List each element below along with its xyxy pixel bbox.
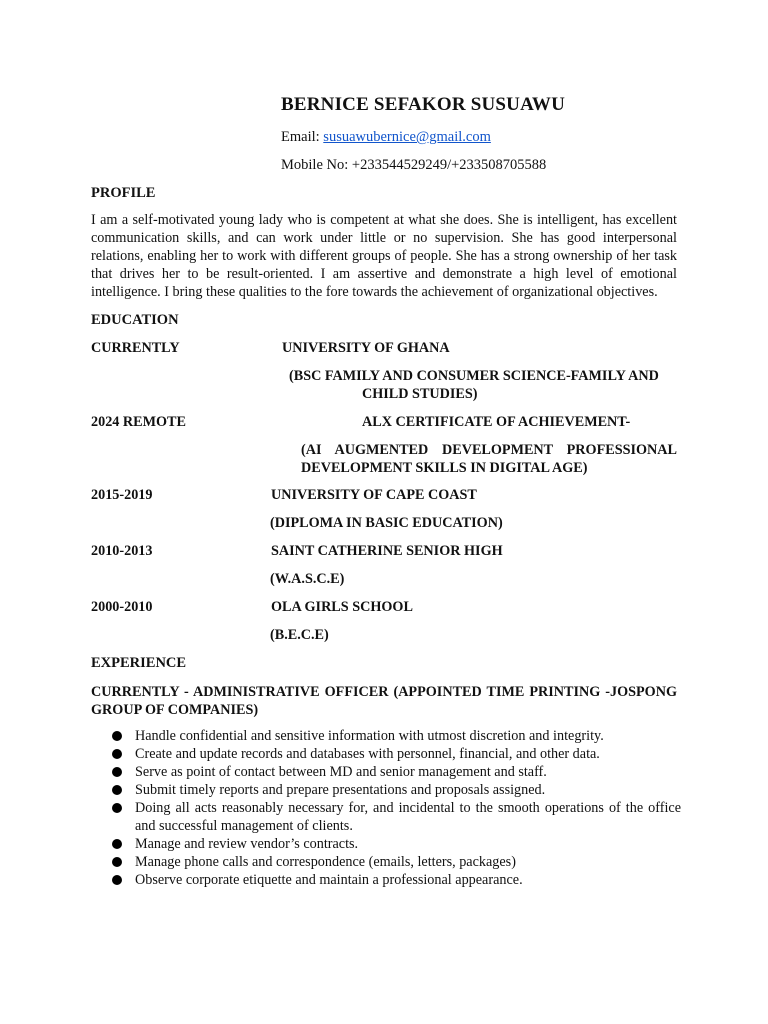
education-school: ALX CERTIFICATE OF ACHIEVEMENT-	[362, 414, 631, 430]
experience-heading: EXPERIENCE	[91, 655, 187, 671]
education-school: OLA GIRLS SCHOOL	[271, 599, 413, 615]
list-item	[111, 727, 681, 745]
education-detail: (BSC FAMILY AND CONSUMER SCIENCE-FAMILY AND	[289, 368, 659, 384]
education-date: 2010-2013	[91, 543, 153, 559]
list-item	[111, 763, 681, 781]
education-date: CURRENTLY	[91, 340, 180, 356]
list-item	[111, 799, 681, 835]
education-school: SAINT CATHERINE SENIOR HIGH	[271, 543, 503, 559]
education-detail-block	[301, 441, 677, 477]
bullet-text: Serve as point of contact between MD and senior management and staff.	[135, 764, 547, 780]
bullet-text: Observe corporate etiquette and maintain a professional appearance.	[135, 872, 523, 888]
bullet-icon	[112, 803, 122, 813]
profile-text: I am a self-motivated young lady who is competent at what she does. She is intelligent, has excellent communication skills, and can work under little or no supervision. She has good interpersonal relations, enabling her to work with different groups of people. She has a strong ownership of her task that drives her to be result-oriented. I am assertive and demonstrate a high level of emotional intelligence. I bring these qualities to the fore towards the achievement of organizational objectives.	[91, 212, 677, 300]
education-detail: CHILD STUDIES)	[362, 386, 478, 402]
bullet-text: Doing all acts reasonably necessary for, and incidental to the smooth operations of the office and successful management of clients.	[135, 800, 681, 834]
bullet-text: Create and update records and databases with personnel, financial, and other data.	[135, 746, 600, 762]
education-detail: DEVELOPMENT SKILLS IN DIGITAL AGE)	[301, 460, 588, 476]
education-date: 2024 REMOTE	[91, 414, 186, 430]
profile-heading: PROFILE	[91, 185, 156, 201]
list-item	[111, 835, 681, 853]
bullet-icon	[112, 875, 122, 885]
education-date: 2015-2019	[91, 487, 153, 503]
education-detail: (W.A.S.C.E)	[270, 571, 345, 587]
bullet-text: Handle confidential and sensitive information with utmost discretion and integrity.	[135, 728, 604, 744]
bullet-icon	[112, 857, 122, 867]
experience-title-line: CURRENTLY - ADMINISTRATIVE OFFICER (APPOINTED TIME PRINTING -JOSPONG	[91, 684, 677, 700]
education-date: 2000-2010	[91, 599, 153, 615]
email-link[interactable]: susuawubernice@gmail.com	[323, 129, 491, 145]
education-detail: (AI AUGMENTED DEVELOPMENT PROFESSIONAL	[301, 442, 677, 458]
list-item	[111, 745, 681, 763]
list-item	[111, 853, 681, 871]
education-school: UNIVERSITY OF CAPE COAST	[271, 487, 477, 503]
email-line	[281, 129, 491, 146]
experience-title	[91, 683, 677, 719]
bullet-icon	[112, 767, 122, 777]
education-school: UNIVERSITY OF GHANA	[282, 340, 450, 356]
bullet-text: Submit timely reports and prepare presentations and proposals assigned.	[135, 782, 546, 798]
experience-title-line: GROUP OF COMPANIES)	[91, 702, 259, 718]
email-label: Email:	[281, 129, 324, 145]
education-detail: (B.E.C.E)	[270, 627, 329, 643]
bullet-icon	[112, 839, 122, 849]
bullet-icon	[112, 785, 122, 795]
list-item	[111, 781, 681, 799]
education-detail: (DIPLOMA IN BASIC EDUCATION)	[270, 515, 503, 531]
bullet-text: Manage phone calls and correspondence (emails, letters, packages)	[135, 854, 516, 870]
education-heading: EDUCATION	[91, 312, 179, 328]
bullet-icon	[112, 749, 122, 759]
mobile-line: Mobile No: +233544529249/+233508705588	[281, 157, 547, 173]
experience-bullet-list	[111, 727, 681, 889]
candidate-name: BERNICE SEFAKOR SUSUAWU	[281, 94, 566, 115]
list-item	[111, 871, 681, 889]
bullet-text: Manage and review vendor’s contracts.	[135, 836, 359, 852]
bullet-icon	[112, 731, 122, 741]
